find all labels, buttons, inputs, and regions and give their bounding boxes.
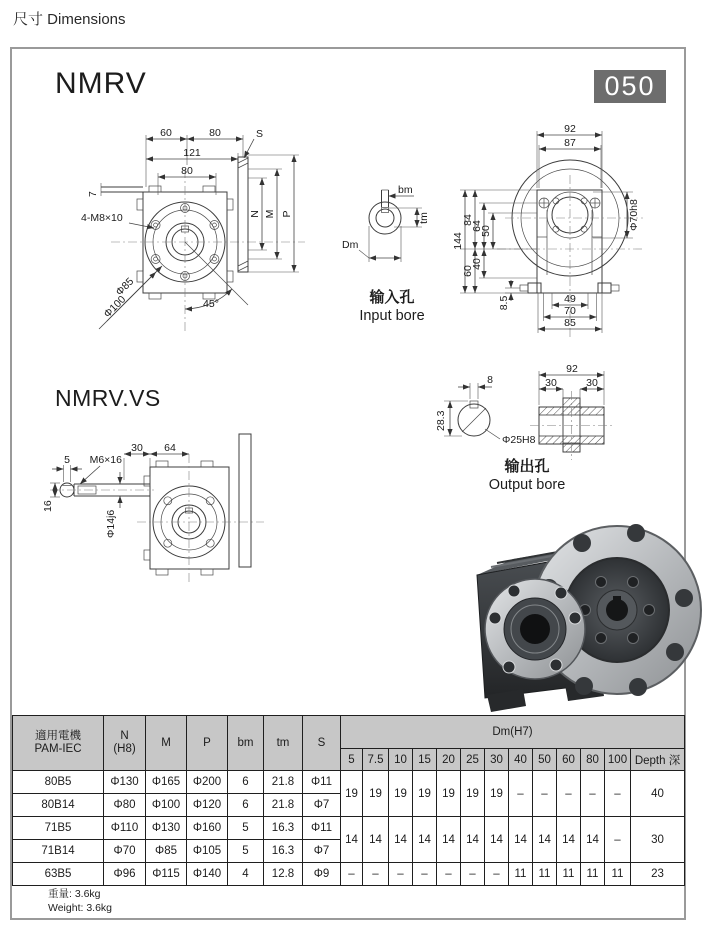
cell: Φ115 <box>146 863 187 886</box>
dim-label: tm <box>418 212 430 224</box>
gearbox-photo <box>477 524 701 712</box>
cell-dm: – <box>509 771 533 817</box>
cell: Φ165 <box>146 771 187 794</box>
cell-dm: – <box>341 863 363 886</box>
cell: Φ140 <box>187 863 228 886</box>
cell-model: 63B5 <box>13 863 104 886</box>
dim-label: 80 <box>209 127 221 139</box>
dim-label: 5 <box>64 454 70 466</box>
table-row <box>13 817 685 840</box>
dim-label: 4-M8×10 <box>81 212 123 224</box>
vs-view-drawing <box>42 432 282 592</box>
cell: Φ7 <box>303 794 341 817</box>
size-badge: 050 <box>594 70 666 103</box>
dm-size-header: 30 <box>485 749 509 771</box>
dim-label: 60 <box>160 127 172 139</box>
dim-label: bm <box>398 184 413 196</box>
dim-label: 7 <box>87 191 99 197</box>
cell-dm: – <box>581 771 605 817</box>
spec-table <box>12 715 685 886</box>
dim-label: 16 <box>42 500 54 512</box>
dm-size-header: 60 <box>557 749 581 771</box>
weight-note-zh: 重量: 3.6kg <box>48 888 101 900</box>
cell: Φ9 <box>303 863 341 886</box>
dm-size-header: 25 <box>461 749 485 771</box>
cell-dm: 11 <box>557 863 581 886</box>
dim-label: Φ85 <box>113 275 137 299</box>
cell: 12.8 <box>264 863 303 886</box>
dim-label: 64 <box>164 442 176 454</box>
cell-dm: 11 <box>533 863 557 886</box>
dim-label: 80 <box>181 165 193 177</box>
dim-label: 121 <box>183 147 201 159</box>
col-header-tm: tm <box>264 716 303 771</box>
dim-label: 60 <box>462 265 474 277</box>
cell: Φ200 <box>187 771 228 794</box>
input-bore-caption-en: Input bore <box>359 308 425 324</box>
output-bore-caption-zh: 输出孔 <box>504 458 550 475</box>
cell: 16.3 <box>264 817 303 840</box>
dim-label: 45° <box>203 298 219 310</box>
cell-dm: 19 <box>413 771 437 817</box>
cell-dm: 19 <box>461 771 485 817</box>
cell-dm: – <box>605 817 631 863</box>
dim-label: 92 <box>564 123 576 135</box>
dm-size-header: 80 <box>581 749 605 771</box>
cell: 6 <box>228 771 264 794</box>
model-heading: NMRV <box>55 67 147 100</box>
cell: Φ130 <box>146 817 187 840</box>
cell-dm: 14 <box>485 817 509 863</box>
cell: Φ105 <box>187 840 228 863</box>
front-dimensions <box>81 127 299 329</box>
cell-dm: 19 <box>437 771 461 817</box>
cell-dm: 14 <box>509 817 533 863</box>
product-photo <box>447 497 692 712</box>
cell-dm: 19 <box>363 771 389 817</box>
dim-label: 30 <box>545 377 557 389</box>
dim-label: Dm <box>342 239 359 251</box>
cell: 5 <box>228 840 264 863</box>
cell: Φ96 <box>104 863 146 886</box>
dm-size-header: 40 <box>509 749 533 771</box>
dim-label: 70 <box>564 305 576 317</box>
cell: Φ85 <box>146 840 187 863</box>
cell-dm: 14 <box>581 817 605 863</box>
dim-label: N <box>249 210 261 218</box>
cell-dm: 14 <box>437 817 461 863</box>
content-frame <box>10 47 686 920</box>
dm-size-header: 100 <box>605 749 631 771</box>
table-row <box>13 771 685 794</box>
cell: Φ11 <box>303 817 341 840</box>
dim-label: M6×16 <box>89 454 122 466</box>
cell-dm: – <box>485 863 509 886</box>
col-header-motor: 適用電機 PAM-IEC <box>13 716 104 771</box>
vs-heading: NMRV.VS <box>55 385 161 411</box>
cell: Φ7 <box>303 840 341 863</box>
col-header-depth: Depth 深 <box>631 749 685 771</box>
cell: Φ120 <box>187 794 228 817</box>
cell-depth: 30 <box>631 817 685 863</box>
cell-dm: 14 <box>389 817 413 863</box>
cell: 16.3 <box>264 840 303 863</box>
cell: 5 <box>228 817 264 840</box>
col-header-s: S <box>303 716 341 771</box>
dim-label: 87 <box>564 137 576 149</box>
dim-label: 84 <box>462 214 474 226</box>
cell: Φ80 <box>104 794 146 817</box>
dim-label: 64 <box>471 220 483 232</box>
dm-size-header: 7.5 <box>363 749 389 771</box>
dim-label: Φ100 <box>101 293 129 321</box>
cell: 21.8 <box>264 771 303 794</box>
cell-model: 71B14 <box>13 840 104 863</box>
front-view-drawing <box>55 125 335 359</box>
dim-label: 30 <box>131 442 143 454</box>
dim-label: 49 <box>564 293 576 305</box>
weight-note-en: Weight: 3.6kg <box>48 902 113 914</box>
col-header-n: N (H8) <box>104 716 146 771</box>
cell-model: 80B14 <box>13 794 104 817</box>
dim-label: 50 <box>480 225 492 237</box>
cell: Φ160 <box>187 817 228 840</box>
output-bore-caption <box>412 457 642 495</box>
weight-note <box>48 887 112 915</box>
dim-label: 30 <box>586 377 598 389</box>
cell: Φ100 <box>146 794 187 817</box>
cell: Φ70 <box>104 840 146 863</box>
dm-size-header: 15 <box>413 749 437 771</box>
cell-dm: – <box>413 863 437 886</box>
input-bore-caption-zh: 输入孔 <box>369 289 415 306</box>
cell-model: 71B5 <box>13 817 104 840</box>
cell-dm: – <box>437 863 461 886</box>
dim-label: S <box>256 128 264 140</box>
dm-size-header: 20 <box>437 749 461 771</box>
vs-dimensions <box>42 442 189 538</box>
dm-size-header: 50 <box>533 749 557 771</box>
cell-dm: 14 <box>341 817 363 863</box>
back-view-drawing <box>437 125 692 353</box>
cell: 6 <box>228 794 264 817</box>
dm-size-header: 10 <box>389 749 413 771</box>
dim-label: Φ14j6 <box>105 509 117 538</box>
output-bore-circle <box>458 401 490 436</box>
output-bore-caption-en: Output bore <box>488 477 566 493</box>
dim-label: 92 <box>566 363 578 375</box>
cell-dm: – <box>363 863 389 886</box>
cell-depth: 23 <box>631 863 685 886</box>
col-header-p: P <box>187 716 228 771</box>
output-section-view <box>530 363 612 460</box>
back-dimensions <box>452 123 640 333</box>
dim-label: 8 <box>487 374 493 386</box>
dim-label: Φ70h8 <box>628 199 640 231</box>
cell-dm: 14 <box>413 817 437 863</box>
dim-label: 8.5 <box>498 295 510 311</box>
table-row <box>13 863 685 886</box>
cell: Φ110 <box>104 817 146 840</box>
output-bore-dimensions <box>435 374 536 446</box>
cell-depth: 40 <box>631 771 685 817</box>
col-header-m: M <box>146 716 187 771</box>
cell-dm: 14 <box>533 817 557 863</box>
cell-dm: – <box>557 771 581 817</box>
cell-dm: 14 <box>363 817 389 863</box>
col-header-dm: Dm(H7) <box>341 716 685 749</box>
col-header-bm: bm <box>228 716 264 771</box>
cell-dm: – <box>533 771 557 817</box>
cell-dm: 11 <box>605 863 631 886</box>
cell-dm: – <box>389 863 413 886</box>
cell-dm: – <box>461 863 485 886</box>
cell: Φ130 <box>104 771 146 794</box>
dim-label: 85 <box>564 317 576 329</box>
dim-label: M <box>264 209 276 219</box>
cell: Φ11 <box>303 771 341 794</box>
cell-dm: 19 <box>485 771 509 817</box>
cell-dm: 11 <box>581 863 605 886</box>
cell-dm: – <box>605 771 631 817</box>
page-title: 尺寸 Dimensions <box>13 11 126 28</box>
cell-dm: 11 <box>509 863 533 886</box>
cell: 4 <box>228 863 264 886</box>
cell-dm: 14 <box>557 817 581 863</box>
vs-body <box>137 434 264 584</box>
cell-model: 80B5 <box>13 771 104 794</box>
input-bore-dimensions <box>342 184 430 262</box>
dim-label: 28.3 <box>435 410 447 431</box>
cell-dm: 19 <box>341 771 363 817</box>
cell-dm: 19 <box>389 771 413 817</box>
input-bore-shape <box>369 190 401 234</box>
dm-size-header: 5 <box>341 749 363 771</box>
dim-label: 144 <box>452 232 464 250</box>
input-bore-drawing <box>332 182 452 287</box>
cell-dm: 14 <box>461 817 485 863</box>
dim-label: Φ25H8 <box>502 434 536 446</box>
vs-shaft <box>50 483 154 497</box>
output-bore-drawing <box>412 365 642 465</box>
cell: 21.8 <box>264 794 303 817</box>
dim-label: P <box>281 210 293 218</box>
dim-label: 40 <box>471 258 483 270</box>
front-side-plate <box>238 157 248 272</box>
